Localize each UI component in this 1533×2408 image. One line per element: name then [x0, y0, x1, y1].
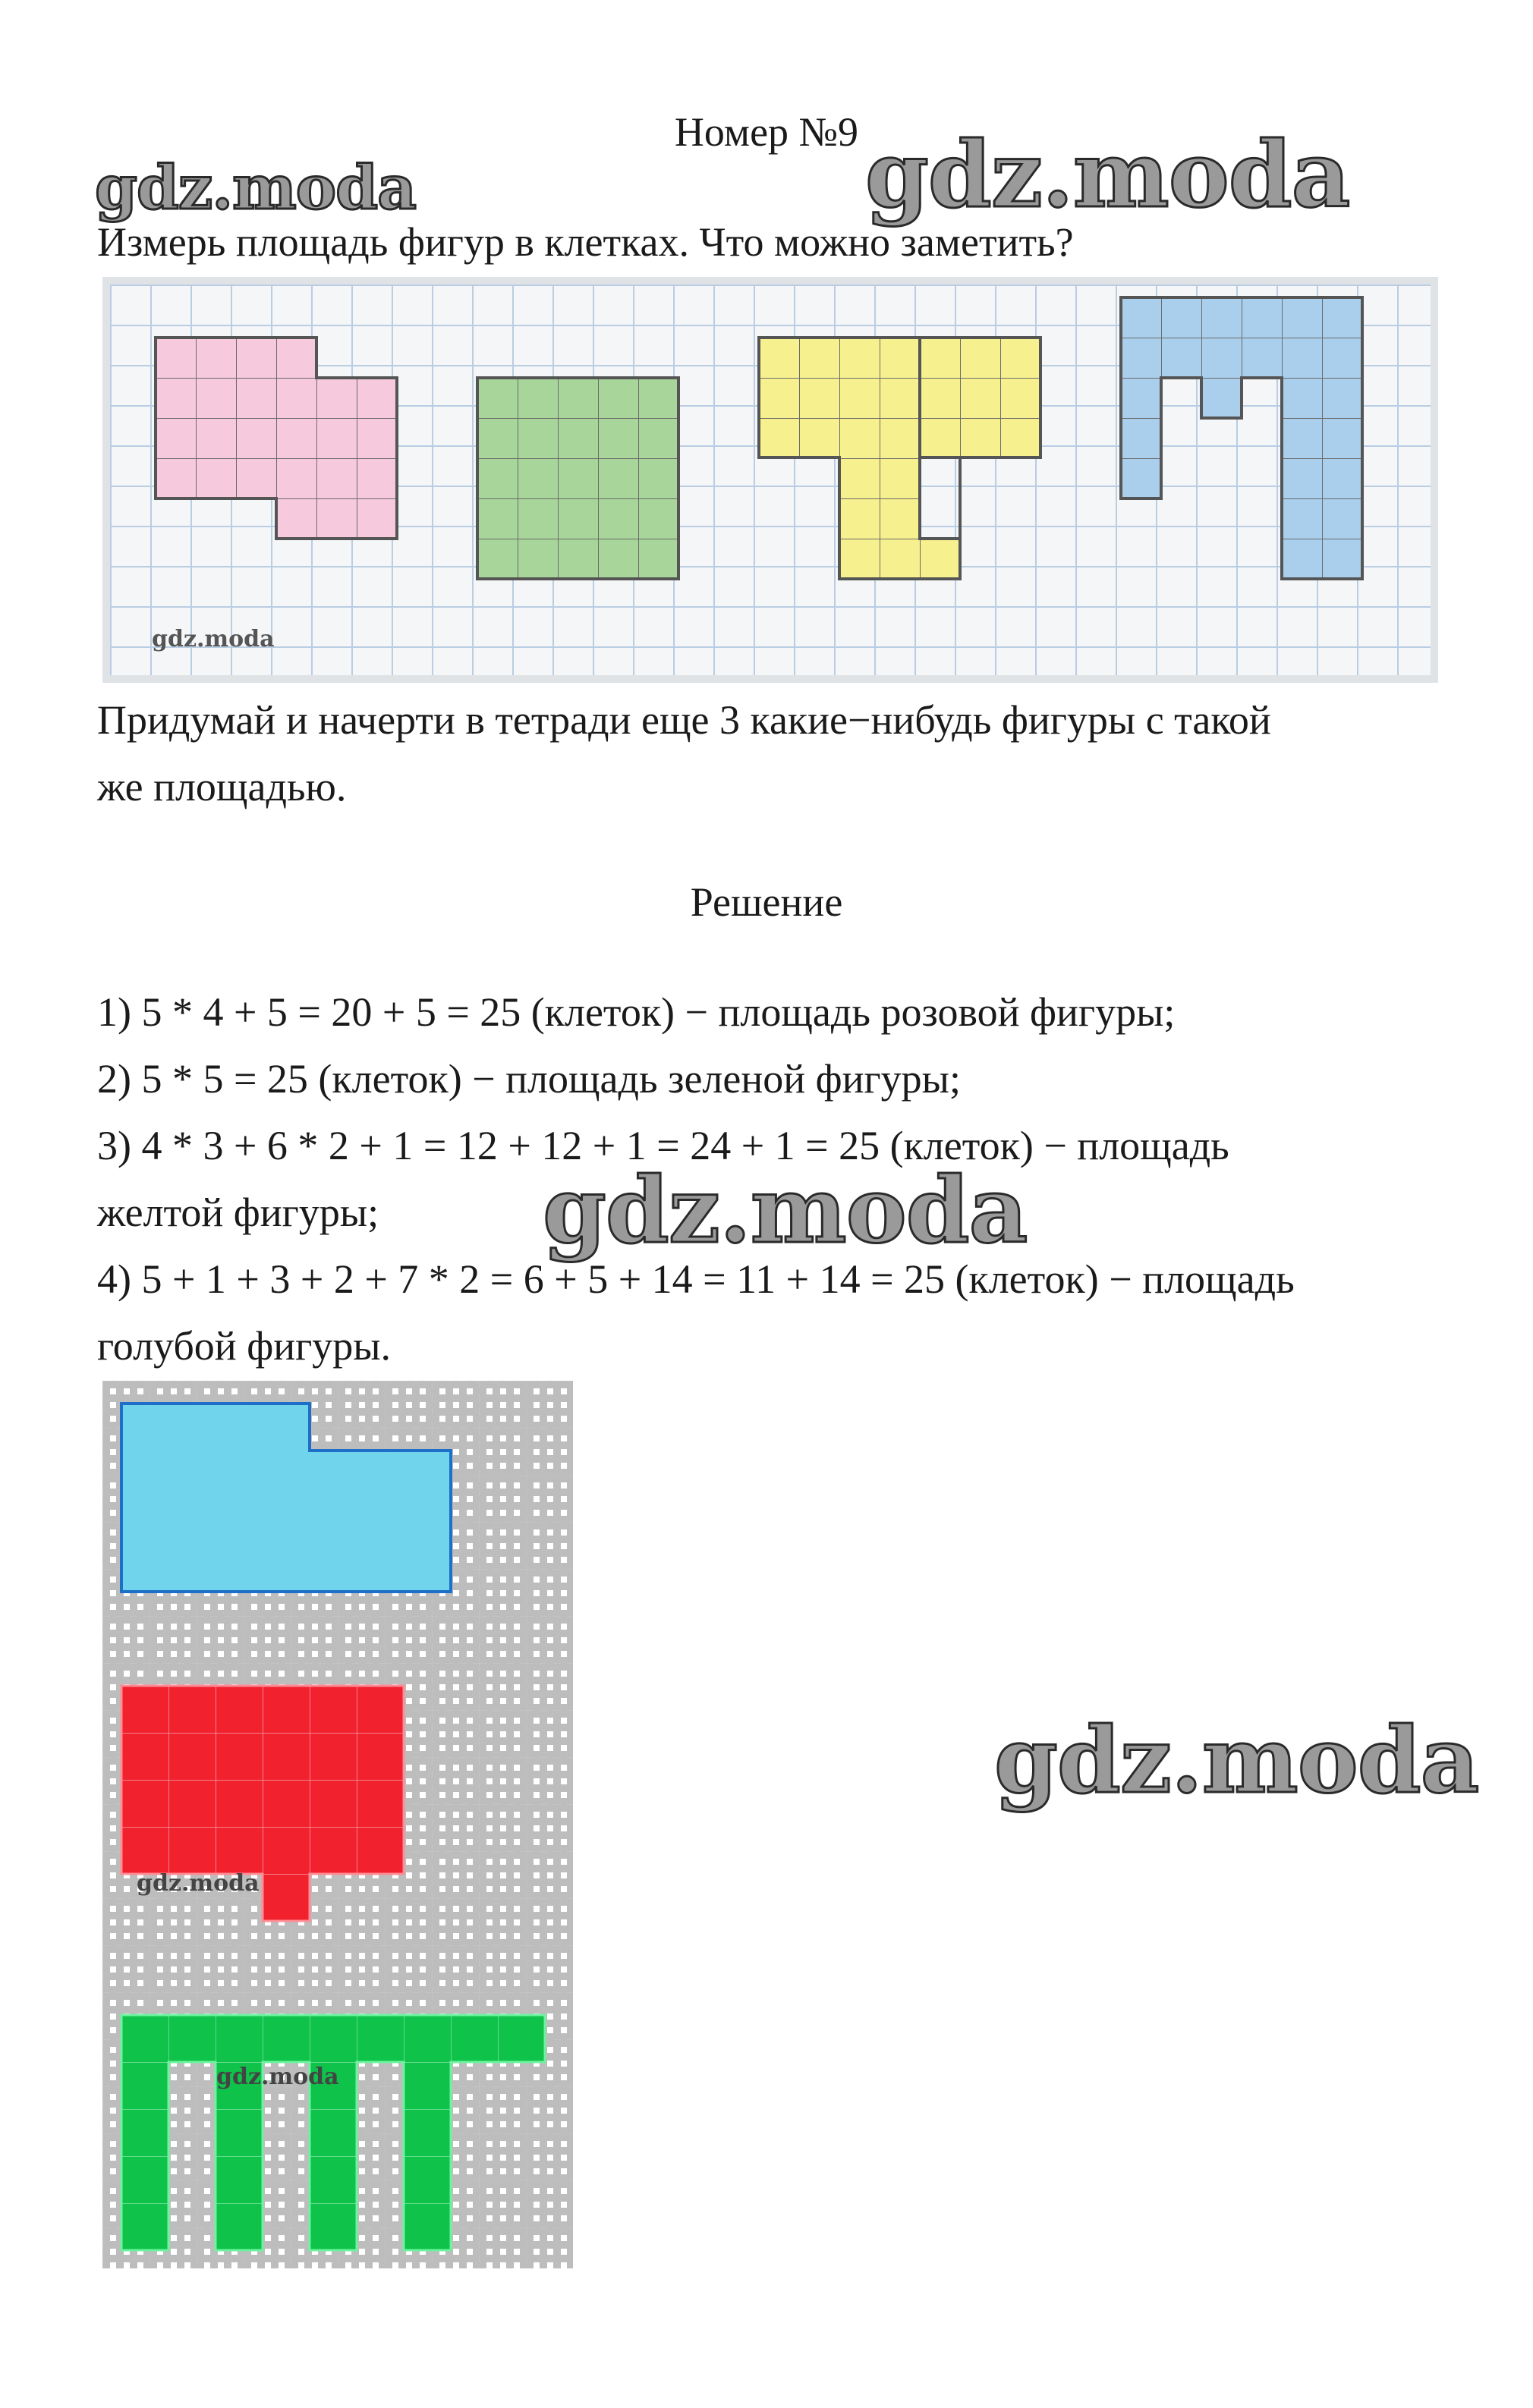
- page-title: Номер №9: [674, 109, 859, 155]
- task-grid: [110, 284, 1431, 675]
- task-text-2-line1: Придумай и начерти в тетради еще 3 какие−нибудь фигуры с такой: [97, 697, 1271, 743]
- green-figure: [477, 378, 678, 579]
- watermark-logo: gdz.moda: [543, 1157, 1028, 1264]
- watermark-logo: gdz.moda: [216, 2064, 339, 2090]
- solution-line-3: 3) 4 * 3 + 6 * 2 + 1 = 12 + 12 + 1 = 24 + 1 = 25 (клеток) − площадь: [97, 1123, 1229, 1168]
- task-figures-image: [102, 277, 1438, 683]
- pink-figure: [156, 338, 397, 539]
- blue-figure: [1121, 297, 1362, 579]
- watermark-logo: gdz.moda: [137, 1870, 260, 1897]
- watermark-logo: gdz.moda: [152, 626, 275, 652]
- task-text-2-line2: же площадью.: [97, 764, 347, 809]
- answer-figures: [102, 1381, 573, 2268]
- solution-line-6: голубой фигуры.: [97, 1323, 392, 1369]
- yellow-figure: [759, 338, 1040, 579]
- task-text: Измерь площадь фигур в клетках. Что можно заметить?: [97, 219, 1074, 265]
- solution-heading: Решение: [690, 879, 843, 925]
- solution-line-4: желтой фигуры;: [97, 1190, 379, 1235]
- watermark-logo: gdz.moda: [95, 152, 416, 223]
- task-figures: [110, 284, 1431, 675]
- watermark-logo: gdz.moda: [994, 1707, 1479, 1814]
- answer-grid: [102, 1381, 573, 2268]
- solution-line-5: 4) 5 + 1 + 3 + 2 + 7 * 2 = 6 + 5 + 14 = 11 + 14 = 25 (клеток) − площадь: [97, 1256, 1295, 1302]
- solution-line-1: 1) 5 * 4 + 5 = 20 + 5 = 25 (клеток) − площадь розовой фигуры;: [97, 989, 1176, 1035]
- watermark-logo: gdz.moda: [865, 121, 1350, 228]
- solution-line-2: 2) 5 * 5 = 25 (клеток) − площадь зеленой фигуры;: [97, 1056, 961, 1102]
